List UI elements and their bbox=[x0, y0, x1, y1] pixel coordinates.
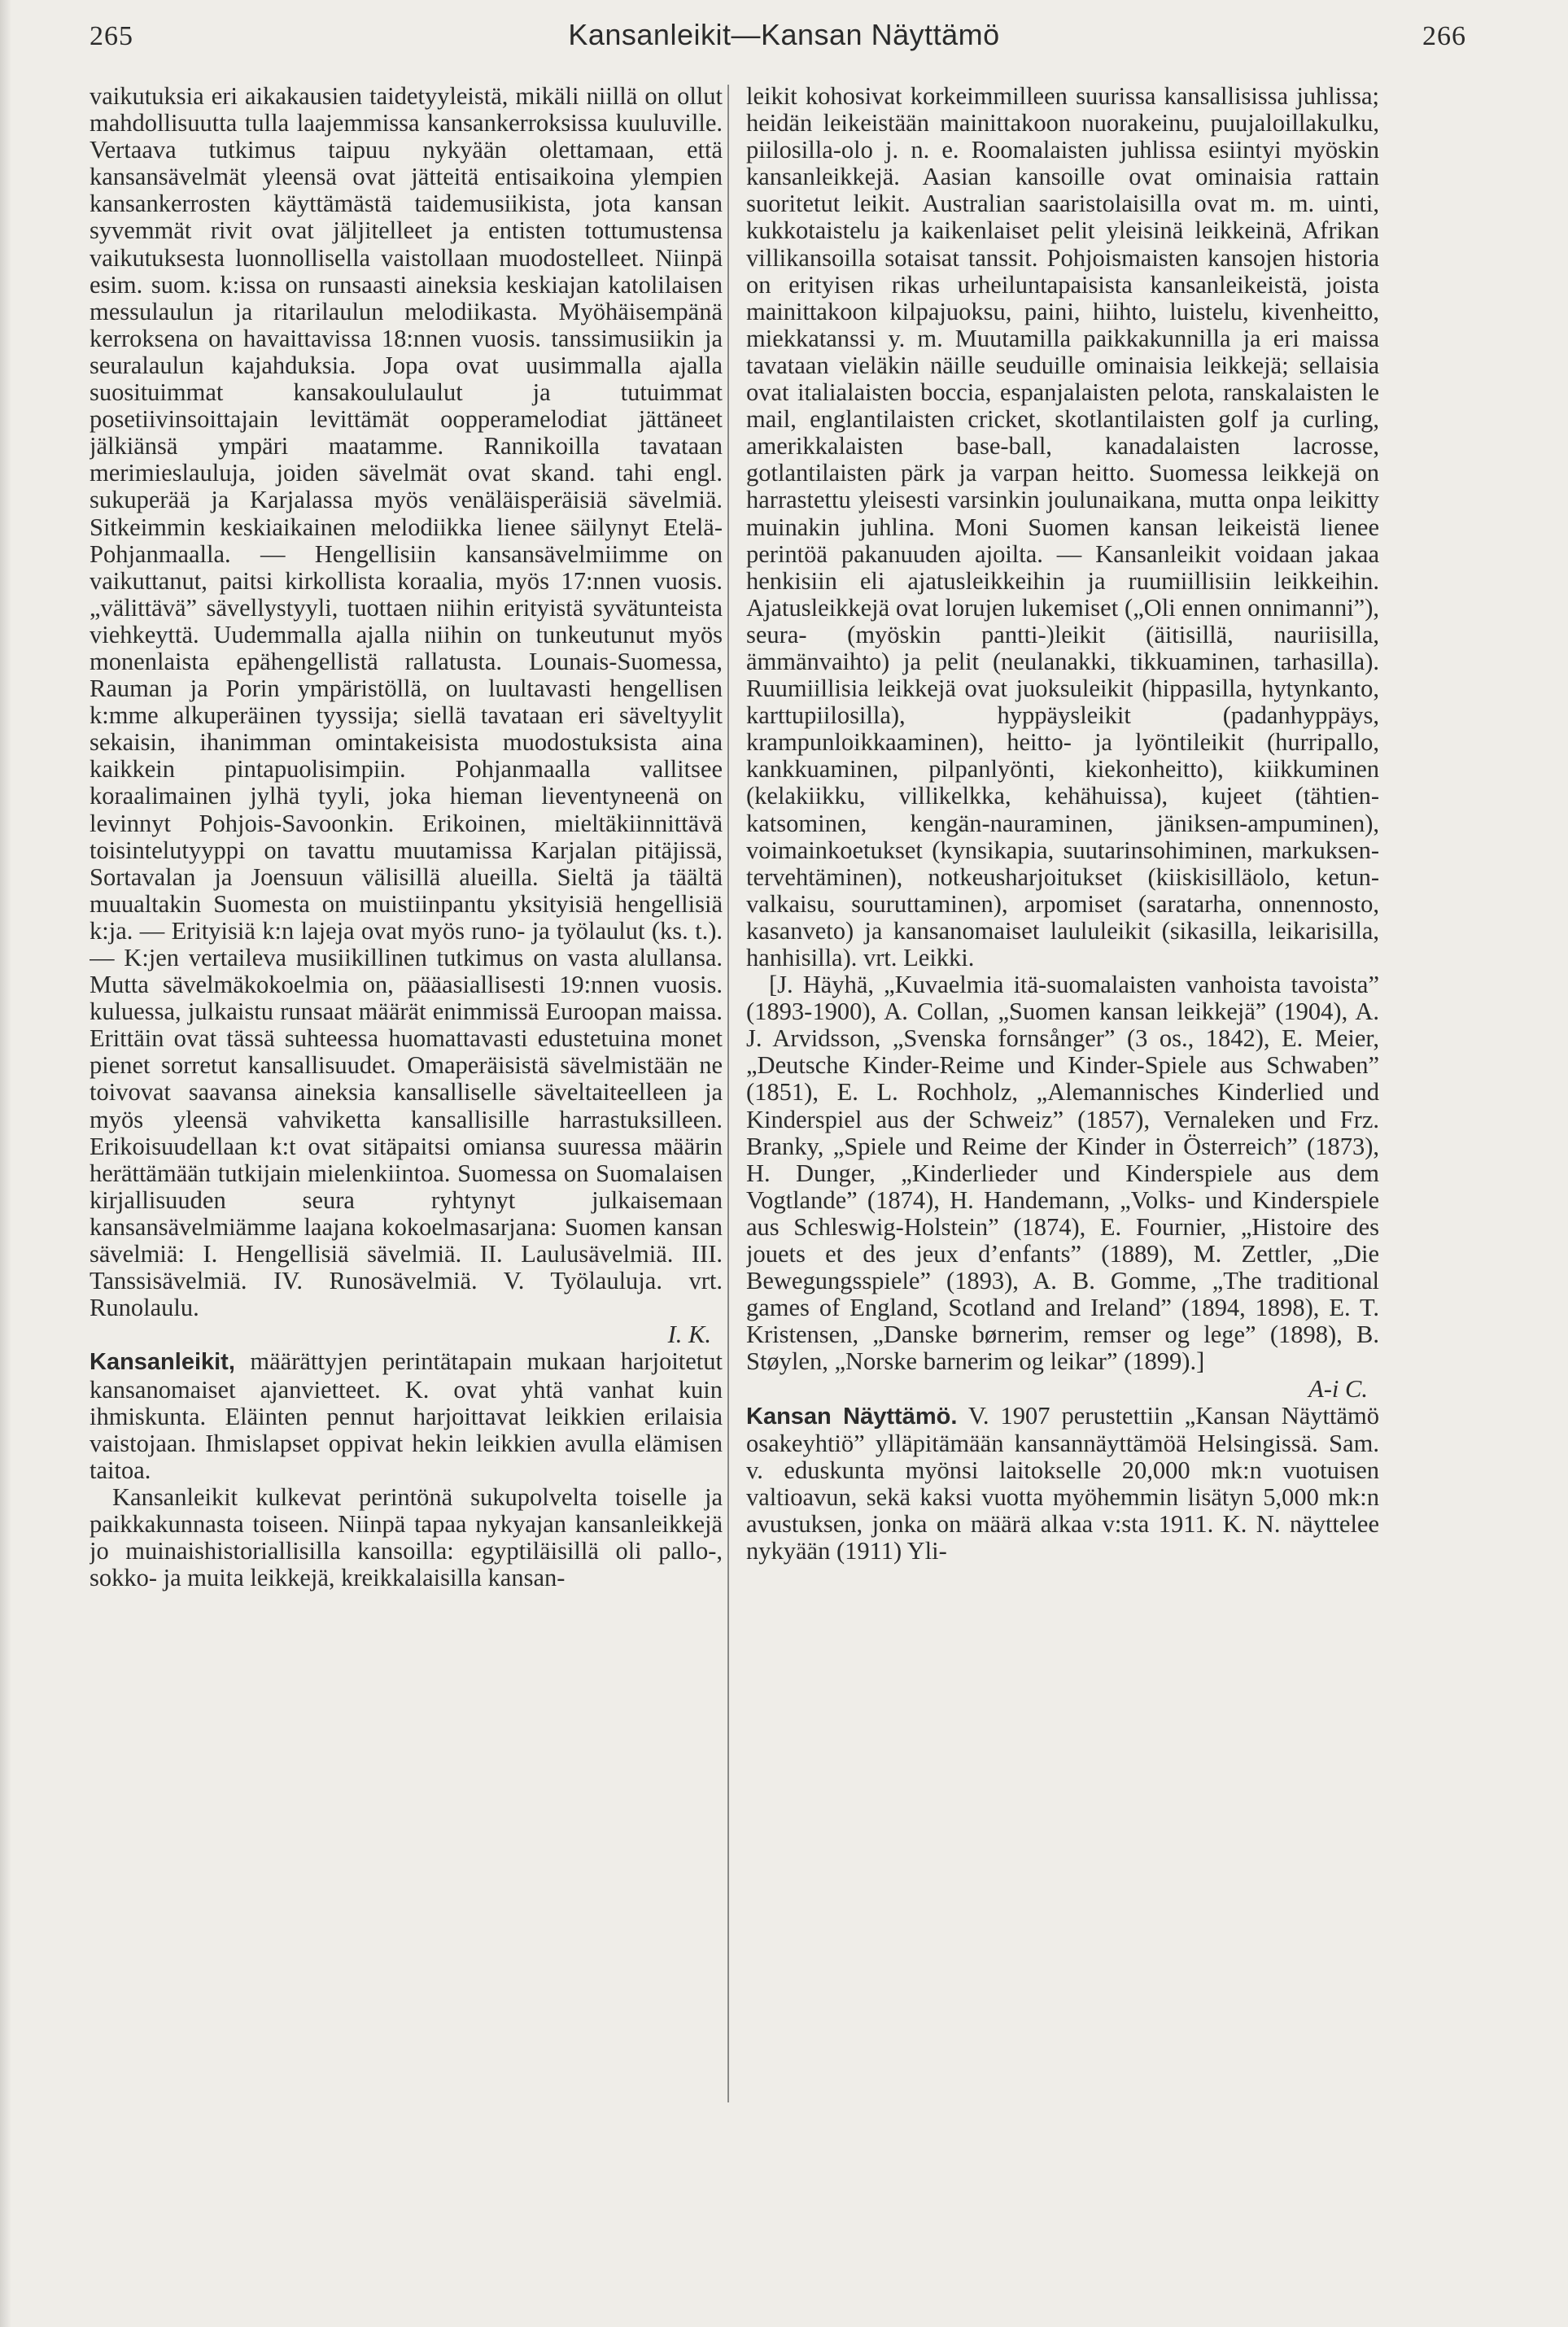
page-number-right: 266 bbox=[1422, 21, 1466, 51]
entry-paragraph bbox=[746, 1403, 1379, 1565]
left-column bbox=[90, 83, 723, 2117]
author-signature: A-i C. bbox=[1308, 1374, 1368, 1403]
entry-heading: Kansan Näyttämö. bbox=[746, 1403, 958, 1430]
entry-text: V. 1907 perustettiin „Kansan Näyttämö osakeyhtiö” ylläpitämään kansannäyttämöä Helsingissä. Sam. v. eduskunta myönsi laitokselle 20,000 mk:n vuotuisen valtioavun, sekä kaksi vuotta myöhemmin lisätyn 5,000 mk:n avustuksen, jonka on määrä alkaa v:sta 1911. K. N. näyttelee nykyään (1911) Yli- bbox=[746, 1401, 1379, 1565]
article-text: Kansanleikit kulkevat perintönä sukupolvelta toiselle ja paikkakunnasta toiseen. Niinpä tapaa nykyajan kansanleikkejä jo muinaishistoriallisilla kansoilla: egyptiläisillä oli pallo-, sokko- ja muita leikkejä, kreikkalaisilla kansan- bbox=[90, 1482, 723, 1592]
page-edge-shadow bbox=[0, 0, 11, 2327]
author-signature: I. K. bbox=[667, 1321, 711, 1349]
right-column bbox=[746, 83, 1379, 2117]
bibliography: [J. Häyhä, „Kuvaelmia itä-suomalaisten vanhoista tavoista” (1893-1900), A. Collan, „Suomen kansan leikkejä” (1904), A. J. Arvidsson, „Svenska fornsånger” (3 os., 1842), E. Meier, „Deutsche Kinder-Reime und Kinder-Spiele aus Schwaben” (1851), E. L. Rochholz, „Alemannisches Kinderlied und Kinderspiel aus der Schweiz” (1857), Vernaleken und Frz. Branky, „Spiele und Reime der Kinder in Österreich” (1873), H. Dunger, „Kinderlieder und Kinderspiele aus dem Vogtlande” (1874), H. Handemann, „Volks- und Kinderspiele aus Schleswig-Holstein” (1874), E. Fournier, „Histoire des jouets et des jeux d’enfants” (1889), M. Zettler, „Die Bewegungsspiele” (1893), A. B. Gomme, „The traditional games of England, Scotland and Ireland” (1894, 1898), E. T. Kristensen, „Danske børnerim, remser og lege” (1898), B. Støylen, „Norske barnerim og leikar” (1899).] bbox=[746, 971, 1379, 1376]
running-head: Kansanleikit—Kansan Näyttämö bbox=[568, 18, 1000, 51]
article-text: vaikutuksia eri aikakausien taidetyyleistä, mikäli niillä on ollut mahdollisuutta tulla laajemmissa kansankerroksissa kuuluville. Vertaava tutkimus taipuu nykyään olettamaan, että kansansävelmät yleensä ovat jätteitä entisaikoina ylempien kansankerrosten käyttämästä taidemusiikista, jota kansan syvemmät rivit ovat jäljitelleet ja entisten tottumustensa vaikutuksesta luonnollisella vaistollaan muodostelleet. Niinpä esim. suom. k:issa on runsaasti aineksia keskiajan katolilaisen messulaulun ja ritarilaulun melodiikasta. Myöhäisempänä kerroksena on havaittavissa 18:nnen vuosis. tanssimusiikin ja seuralaulun kajahduksia. Jopa ovat uusimmalla ajalla suosituimmat kansakoululaulut ja tutuimmat posetiivinsoittajain levittämät oopperamelodiat jättäneet jälkiänsä ympäri maatamme. Rannikoilla tavataan merimieslauluja, joiden sävelmät ovat skand. tahi engl. sukuperää ja Karjalassa myös venäläisperäisiä sävelmiä. Sitkeimmin keskiaikainen melodiikka lienee säilynyt Etelä-Pohjanmaalla. — Hengellisiin kansansävelmiimme on vaikuttanut, paitsi kirkollista koraalia, myös 17:nnen vuosis. „välittävä” sävellystyyli, tuottaen niihin erityistä syvätunteista viehkeyttä. Uudemmalla ajalla niihin on tunkeutunut myös monenlaista epähengellistä rallatusta. Lounais-Suomessa, Rauman ja Porin ympäristöllä, on luultavasti hengellisen k:mme alkuperäinen tyyssija; siellä tavataan eri säveltyylit sekaisin, ihanimman omintakeisista muodostuksista aina kaikkein pintapuolisimpiin. Pohjanmaalla vallitsee koraalimainen jylhä tyyli, joka hieman lieventyneenä on levinnyt Pohjois-Savoonkin. Erikoinen, mieltäkiinnittävä toisintelutyyppi on tavattu muutamissa Karjalan pitäjissä, Sortavalan ja Joensuun välisillä alueilla. Sieltä ja täältä muualtakin Suomesta on muistiinpantu yksityisiä hengellisiä k:ja. — Erityisiä k:n lajeja ovat myös runo- ja työlaulut (ks. t.). — K:jen vertaileva musiikillinen tutkimus on vasta alullansa. Mutta sävelmäkokoelmia on, pääasiallisesti 19:nnen vuosis. kuluessa, julkaistu runsaat määrät enimmissä Euroopan maissa. Erittäin ovat tässä suhteessa huomattavasti edustetuina monet pienet sorretut kansallisuudet. Omaperäisistä sävelmistään ne toivovat saavansa aineksia kansalliselle säveltaiteelleen ja myös yleensä vahviketta kansallisille harrastuksilleen. Erikoisuudellaan k:t ovat sitäpaitsi omiansa suuressa määrin herättämään tutkijain mielenkiintoa. Suomessa on Suomalaisen kirjallisuuden seura ryhtynyt julkaisemaan kansansävelmiämme laajana kokoelmasarjana: Suomen kansan sävelmiä: I. Hengellisiä sävelmiä. II. Laulusävelmiä. III. Tanssisävelmiä. IV. Runosävelmiä. V. Työlauluja. vrt. Runolaulu. bbox=[90, 83, 723, 1322]
entry-text: määrättyjen perintätapain mukaan harjoitetut kansanomaiset ajanvietteet. K. ovat yhtä vanhat kuin ihmiskunta. Eläinten pennut harjoittavat leikkien erilaisia vaistojaan. Ihmislapset oppivat hekin leikkien avulla elämisen taitoa. bbox=[90, 1347, 723, 1484]
column-divider bbox=[727, 85, 729, 2102]
entry-paragraph bbox=[90, 1348, 723, 1483]
article-text: leikit kohosivat korkeimmilleen suurissa kansallisissa juhlissa; heidän leikeistään mainittakoon nuorakeinu, puujaloillakulku, piilosilla-olo j. n. e. Roomalaisten juhlissa esiintyi myöskin kansanleikkejä. Aasian kansoille ovat ominaisia rattain suoritetut leikit. Australian saaristolaisilla ovat m. m. uinti, kukkotaistelu ja kaikenlaiset pelit yleisinä leikkeinä, Afrikan villikansoilla sotaisat tanssit. Pohjoismaisten kansojen historia on erityisen rikas urheiluntapaisista kansanleikeistä, joista mainittakoon kilpajuoksu, paini, hiihto, luistelu, kivenheitto, miekkatanssi y. m. Muutamilla paikkakunnilla ja eri maissa tavataan vieläkin näille seuduille ominaisia leikkejä; sellaisia ovat italialaisten boccia, espanjalaisten pelota, ranskalaisten le mail, englantilaisten cricket, skotlantilaisten golf ja curling, amerikkalaisten base-ball, kanadalaisten lacrosse, gotlantilaisten pärk ja varpan heitto. Suomessa leikkejä on harrastettu yleisesti varsinkin joulunaikana, mutta onpa leikitty muinakin juhlina. Moni Suomen kansan leikeistä lienee perintöä pakanuuden ajoilta. — Kansanleikit voidaan jakaa henkisiin eli ajatusleikkeihin ja ruumiillisiin leikkeihin. Ajatusleikkejä ovat lorujen lukemiset („Oli ennen onnimanni”), seura- (myöskin pantti-)leikit (äitisillä, nauriisilla, ämmänvaihto) ja pelit (neulanakki, tikkuaminen, tarhasilla). Ruumiillisia leikkejä ovat juoksuleikit (hippasilla, hytynkanto, karttupiilosilla), hyppäysleikit (padanhyppäys, krampunloikkaaminen), heitto- ja lyöntileikit (hurripallo, kankkuaminen, pilpanlyönti, kiekonheitto), kiikkuminen (kelakiikku, villikelkka, kehähuissa), kujeet (tähtien-katsominen, kengän-nauraminen, jäniksen-ampuminen), voimainkoetukset (kynsikapia, suutarinsohiminen, markuksen-tervehtäminen), notkeusharjoitukset (kiiskisilläolo, ketun-valkaisu, souruttaminen), arpomiset (saratarha, onnennosto, kasanveto) ja kansanomaiset laululeikit (sikasilla, leikarisilla, hanhisilla). vrt. Leikki. bbox=[746, 83, 1379, 971]
page-number-left: 265 bbox=[90, 21, 133, 51]
entry-heading: Kansanleikit, bbox=[90, 1349, 235, 1376]
